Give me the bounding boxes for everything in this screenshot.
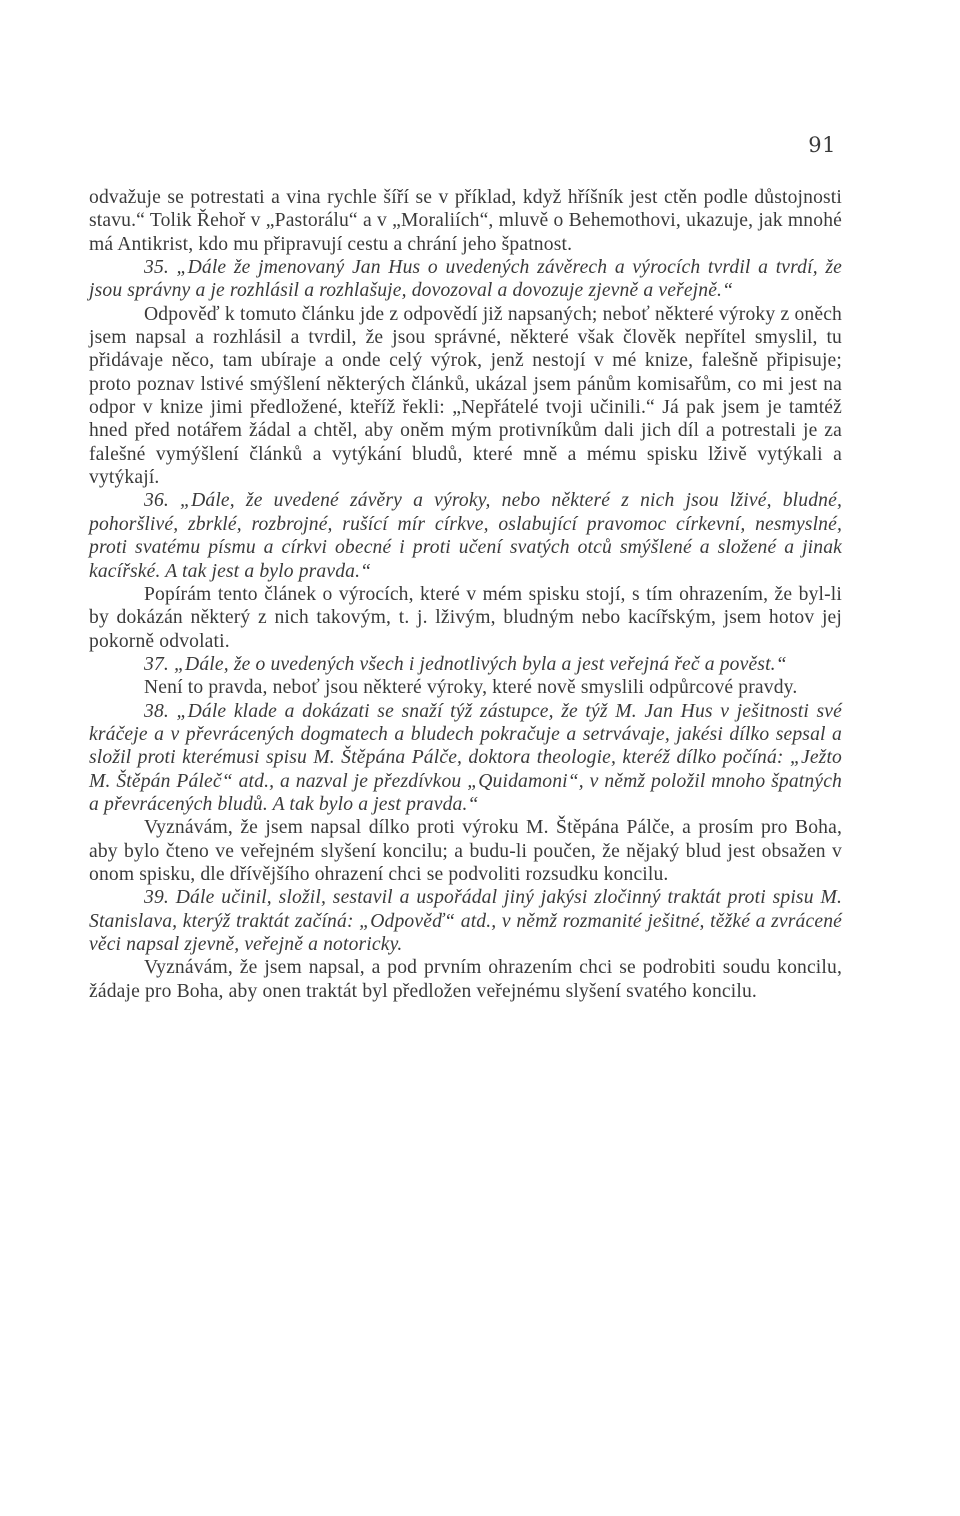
article-36: 36. „Dále, že uvedené závěry a výroky, nebo některé z nich jsou lživé, bludné, pohoršlivé, zbrklé, rozbrojné, rušící mír církve, oslabující pravomoc církevní, nesmyslné, proti svatému písmu a církvi obecné i proti učení svatých otců smýšlené a složené a jinak kacířské. A tak jest a bylo pravda.“ [89,490,842,582]
paragraph-continuation: odvažuje se potrestati a vina rychle šíří se v příklad, když hříšník jest ctěn podle důstojnosti stavu.“ Tolik Řehoř v „Pastorálu“ a v „Moraliích“, mluvě o Behemothovi, ukazuje, jak mnohé má Antikrist, kdo mu připravují cestu a chrání jeho špatnost. [89,187,842,255]
article-37: 37. „Dále, že o uvedených všech i jednotlivých byla a jest veřejná řeč a pověst.“ [144,653,787,675]
answer-38: Vyznávám, že jsem napsal dílko proti výroku M. Štěpána Pálče, a prosím pro Boha, aby bylo čteno ve veřejném slyšení koncilu; a budu-li poučen, že nějaký blud jest obsažen v onom spisku, dle dřívějšího ohrazení chci se podvoliti rozsudku koncilu. [89,817,842,885]
page-number: 91 [808,133,836,157]
article-38: 38. „Dále klade a dokázati se snaží týž zástupce, že týž M. Jan Hus v ješitnosti své kráčeje a v převrácených dogmatech a bludech pokračuje a setrvávaje, jakési dílko sepsal a složil proti kterémusi spisu M. Štěpána Pálče, doktora theologie, kteréž dílko počíná: „Ježto M. Štěpán Páleč“ atd., a nazval je přezdívkou „Quidamoni“, v němž položil mnoho špatných a převrácených bludů. A tak bylo a jest pravda.“ [89,700,842,815]
answer-35: Odpověď k tomuto článku jde z odpovědí již napsaných; neboť některé výroky z oněch jsem napsal a rozhlásil a tvrdil, že jsou správné, některé však člověk nepřítel smyslil, tu přidávaje něco, tam ubíraje a onde celý výrok, jenž nestojí v mé knize, falešně připisuje; proto poznav lstivé smýšlení některých článků, ukázal jsem pánům komisařům, co mi jest na odpor v knize jimi předložené, kteříž řekli: „Nepřátelé tvoji učinili.“ Já pak jsem je tamtéž hned před notářem žádal a chtěl, aby oněm mým protivníkům dali jich díl a potrestali je za falešné vymýšlení článků a vytýkání bludů, které mně a mému spisku lživě vytýkali a vytýkají. [89,303,842,489]
text-body [89,186,842,1003]
article-35: 35. „Dále že jmenovaný Jan Hus o uvedených závěrech a výrocích tvrdil a tvrdí, že jsou správny a je rozhlásil a rozhlašuje, dovozoval a dovozuje zjevně a veřejně.“ [89,257,842,302]
answer-36: Popírám tento článek o výrocích, které v mém spisku stojí, s tím ohrazením, že byl-li by dokázán některý z nich takovým, t. j. lživým, bludným nebo kacířským, jsem hotov jej pokorně odvolati. [89,583,842,652]
answer-37: Není to pravda, neboť jsou některé výroky, které nově smyslili odpůrcové pravdy. [144,677,798,699]
answer-39: Vyznávám, že jsem napsal, a pod prvním ohrazením chci se podrobiti soudu koncilu, žádaje pro Boha, aby onen traktát byl předložen veřejnému slyšení svatého koncilu. [89,957,842,1002]
article-39: 39. Dále učinil, složil, sestavil a uspořádal jiný jakýsi zločinný traktát proti spisu M. Stanislava, kterýž traktát začíná: „Odpověď“ atd., v němž rozmanité ješitné, těžké a zvrácené věci napsal zjevně, veřejně a notoricky. [89,887,842,955]
